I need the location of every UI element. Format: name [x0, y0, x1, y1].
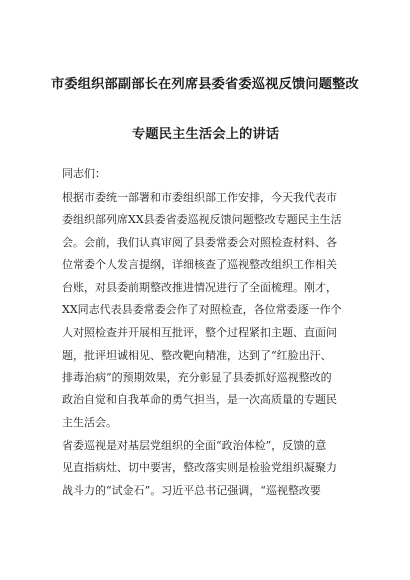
greeting: 同志们： — [62, 167, 106, 180]
body-line: XX同志代表县委常委会作了对照检查，各位常委逐一作个 — [62, 303, 342, 316]
body-line: 会。会前，我们认真审阅了县委常委会对照检查材料、各 — [62, 236, 337, 249]
body-line: 位常委个人发言提纲，详细核查了巡视整改组织工作相关 — [62, 258, 337, 271]
body-line: 根据市委统一部署和市委组织部工作安排，今天我代表市 — [62, 191, 337, 204]
body-line: 台账，对县委前期整改推进情况进行了全面梳理。刚才， — [62, 281, 337, 294]
body-line: 题，批评坦诚相见、整改靶向精准，达到了“红脸出汗、 — [62, 349, 332, 362]
body-line: 见直指病灶、切中要害，整改落实则是检验党组织凝聚力 — [62, 461, 337, 474]
document-title-line-1: 市委组织部副部长在列席县委省委巡视反馈问题整改 — [51, 77, 359, 92]
document-title-line-2: 专题民主生活会上的讲话 — [132, 127, 280, 142]
body-line: 政治自觉和自我革命的勇气担当，是一次高质量的专题民 — [62, 393, 337, 406]
body-line: 排毒治病”的预期效果，充分彰显了县委抓好巡视整改的 — [62, 371, 332, 384]
body-line: 省委巡视是对基层党组织的全面“政治体检”，反馈的意 — [62, 439, 327, 452]
body-line: 主生活会。 — [62, 416, 117, 429]
body-line: 人对照检查并开展相互批评，整个过程紧扣主题、直面问 — [62, 326, 337, 339]
body-line: 战斗力的“试金石”。习近平总书记强调，“巡视整改要 — [62, 484, 321, 497]
body-line: 委组织部列席XX县委省委巡视反馈问题整改专题民主生活 — [62, 213, 342, 226]
